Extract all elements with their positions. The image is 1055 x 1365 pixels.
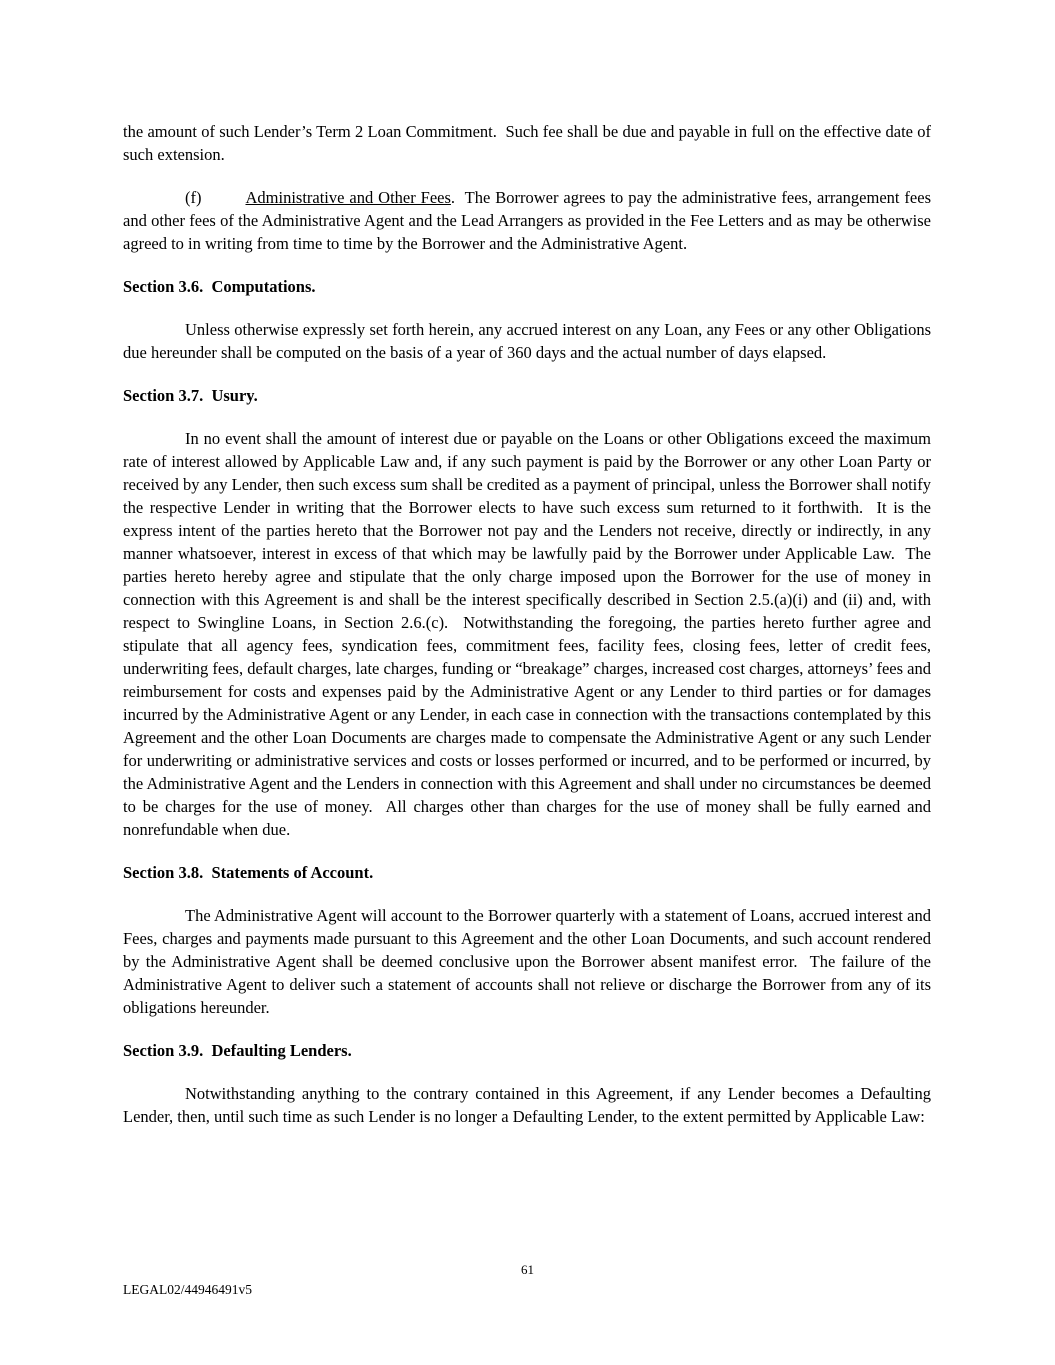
subsection-f-paragraph (123, 186, 936, 255)
subsection-f-label: (f) (185, 188, 202, 207)
section-3-8-heading: Section 3.8. Statements of Account. (123, 863, 374, 882)
page-number: 61 (521, 1262, 534, 1277)
section-3-8-body: The Administrative Agent will account to the Borrower quarterly with a statement of Loans, accrued interest and Fees, charges and payments made pursuant to this Agreement and the other Loan Documents, and such account rendered by the Administrative Agent shall be deemed conclusive upon the Borrower absent manifest error. The failure of the Administrative Agent to deliver such a statement of accounts shall not relieve or discharge the Borrower from any of its obligations hereunder. (123, 906, 936, 1017)
subsection-f-text: . The Borrower agrees to pay the administrative fees, arrangement fees and other fees of the Administrative Agent and the Lead Arrangers as provided in the Fee Letters and as may be otherwise agreed to in writing from time to time by the Borrower and the Administrative Agent. (123, 188, 936, 253)
section-3-7-body: In no event shall the amount of interest due or payable on the Loans or other Obligations exceed the maximum rate of interest allowed by Applicable Law and, if any such payment is paid by the Borrower or any other Loan Party or received by any Lender, then such excess sum shall be credited as a payment of principal, unless the Borrower shall notify the respective Lender in writing that the Borrower elects to have such excess sum returned to it forthwith. It is the express intent of the parties hereto that the Borrower not pay and the Lenders not receive, directly or indirectly, in any manner whatsoever, interest in excess of that which may be lawfully paid by the Borrower under Applicable Law. The parties hereto hereby agree and stipulate that the only charge imposed upon the Borrower for the use of money in connection with this Agreement is and shall be the interest specifically described in Section 2.5.(a)(i) and (ii) and, with respect to Swingline Loans, in Section 2.6.(c). Notwithstanding the foregoing, the parties hereto further agree and stipulate that all agency fees, syndication fees, commitment fees, facility fees, closing fees, letter of credit fees, underwriting fees, default charges, late charges, funding or “breakage” charges, increased cost charges, attorneys’ fees and reimbursement for costs and expenses paid by the Administrative Agent or any Lender to third parties or for damages incurred by the Administrative Agent or any Lender, in each case in connection with the transactions contemplated by this Agreement and the other Loan Documents are charges made to compensate the Administrative Agent or any such Lender for underwriting or administrative services and costs or losses performed or incurred, and to be performed or incurred, by the Administrative Agent and the Lenders in connection with this Agreement and shall under no circumstances be deemed to be charges for the use of money. All charges other than charges for the use of money shall be fully earned and nonrefundable when due. (123, 429, 936, 839)
paragraph-continuation: the amount of such Lender’s Term 2 Loan Commitment. Such fee shall be due and payable in full on the effective date of such extension. (123, 122, 936, 164)
section-3-6-body: Unless otherwise expressly set forth herein, any accrued interest on any Loan, any Fees or any other Obligations due hereunder shall be computed on the basis of a year of 360 days and the actual number of days elapsed. (123, 320, 936, 362)
section-3-9-heading: Section 3.9. Defaulting Lenders. (123, 1041, 352, 1060)
section-3-6-heading: Section 3.6. Computations. (123, 277, 316, 296)
section-3-7-heading: Section 3.7. Usury. (123, 386, 258, 405)
subsection-f-title: Administrative and Other Fees (245, 188, 451, 207)
section-3-9-body: Notwithstanding anything to the contrary contained in this Agreement, if any Lender becomes a Defaulting Lender, then, until such time as such Lender is no longer a Defaulting Lender, to the extent permitted by Applicable Law: (123, 1084, 936, 1126)
document-content (123, 120, 936, 1148)
footer-document-id: LEGAL02/44946491v5 (123, 1282, 252, 1297)
